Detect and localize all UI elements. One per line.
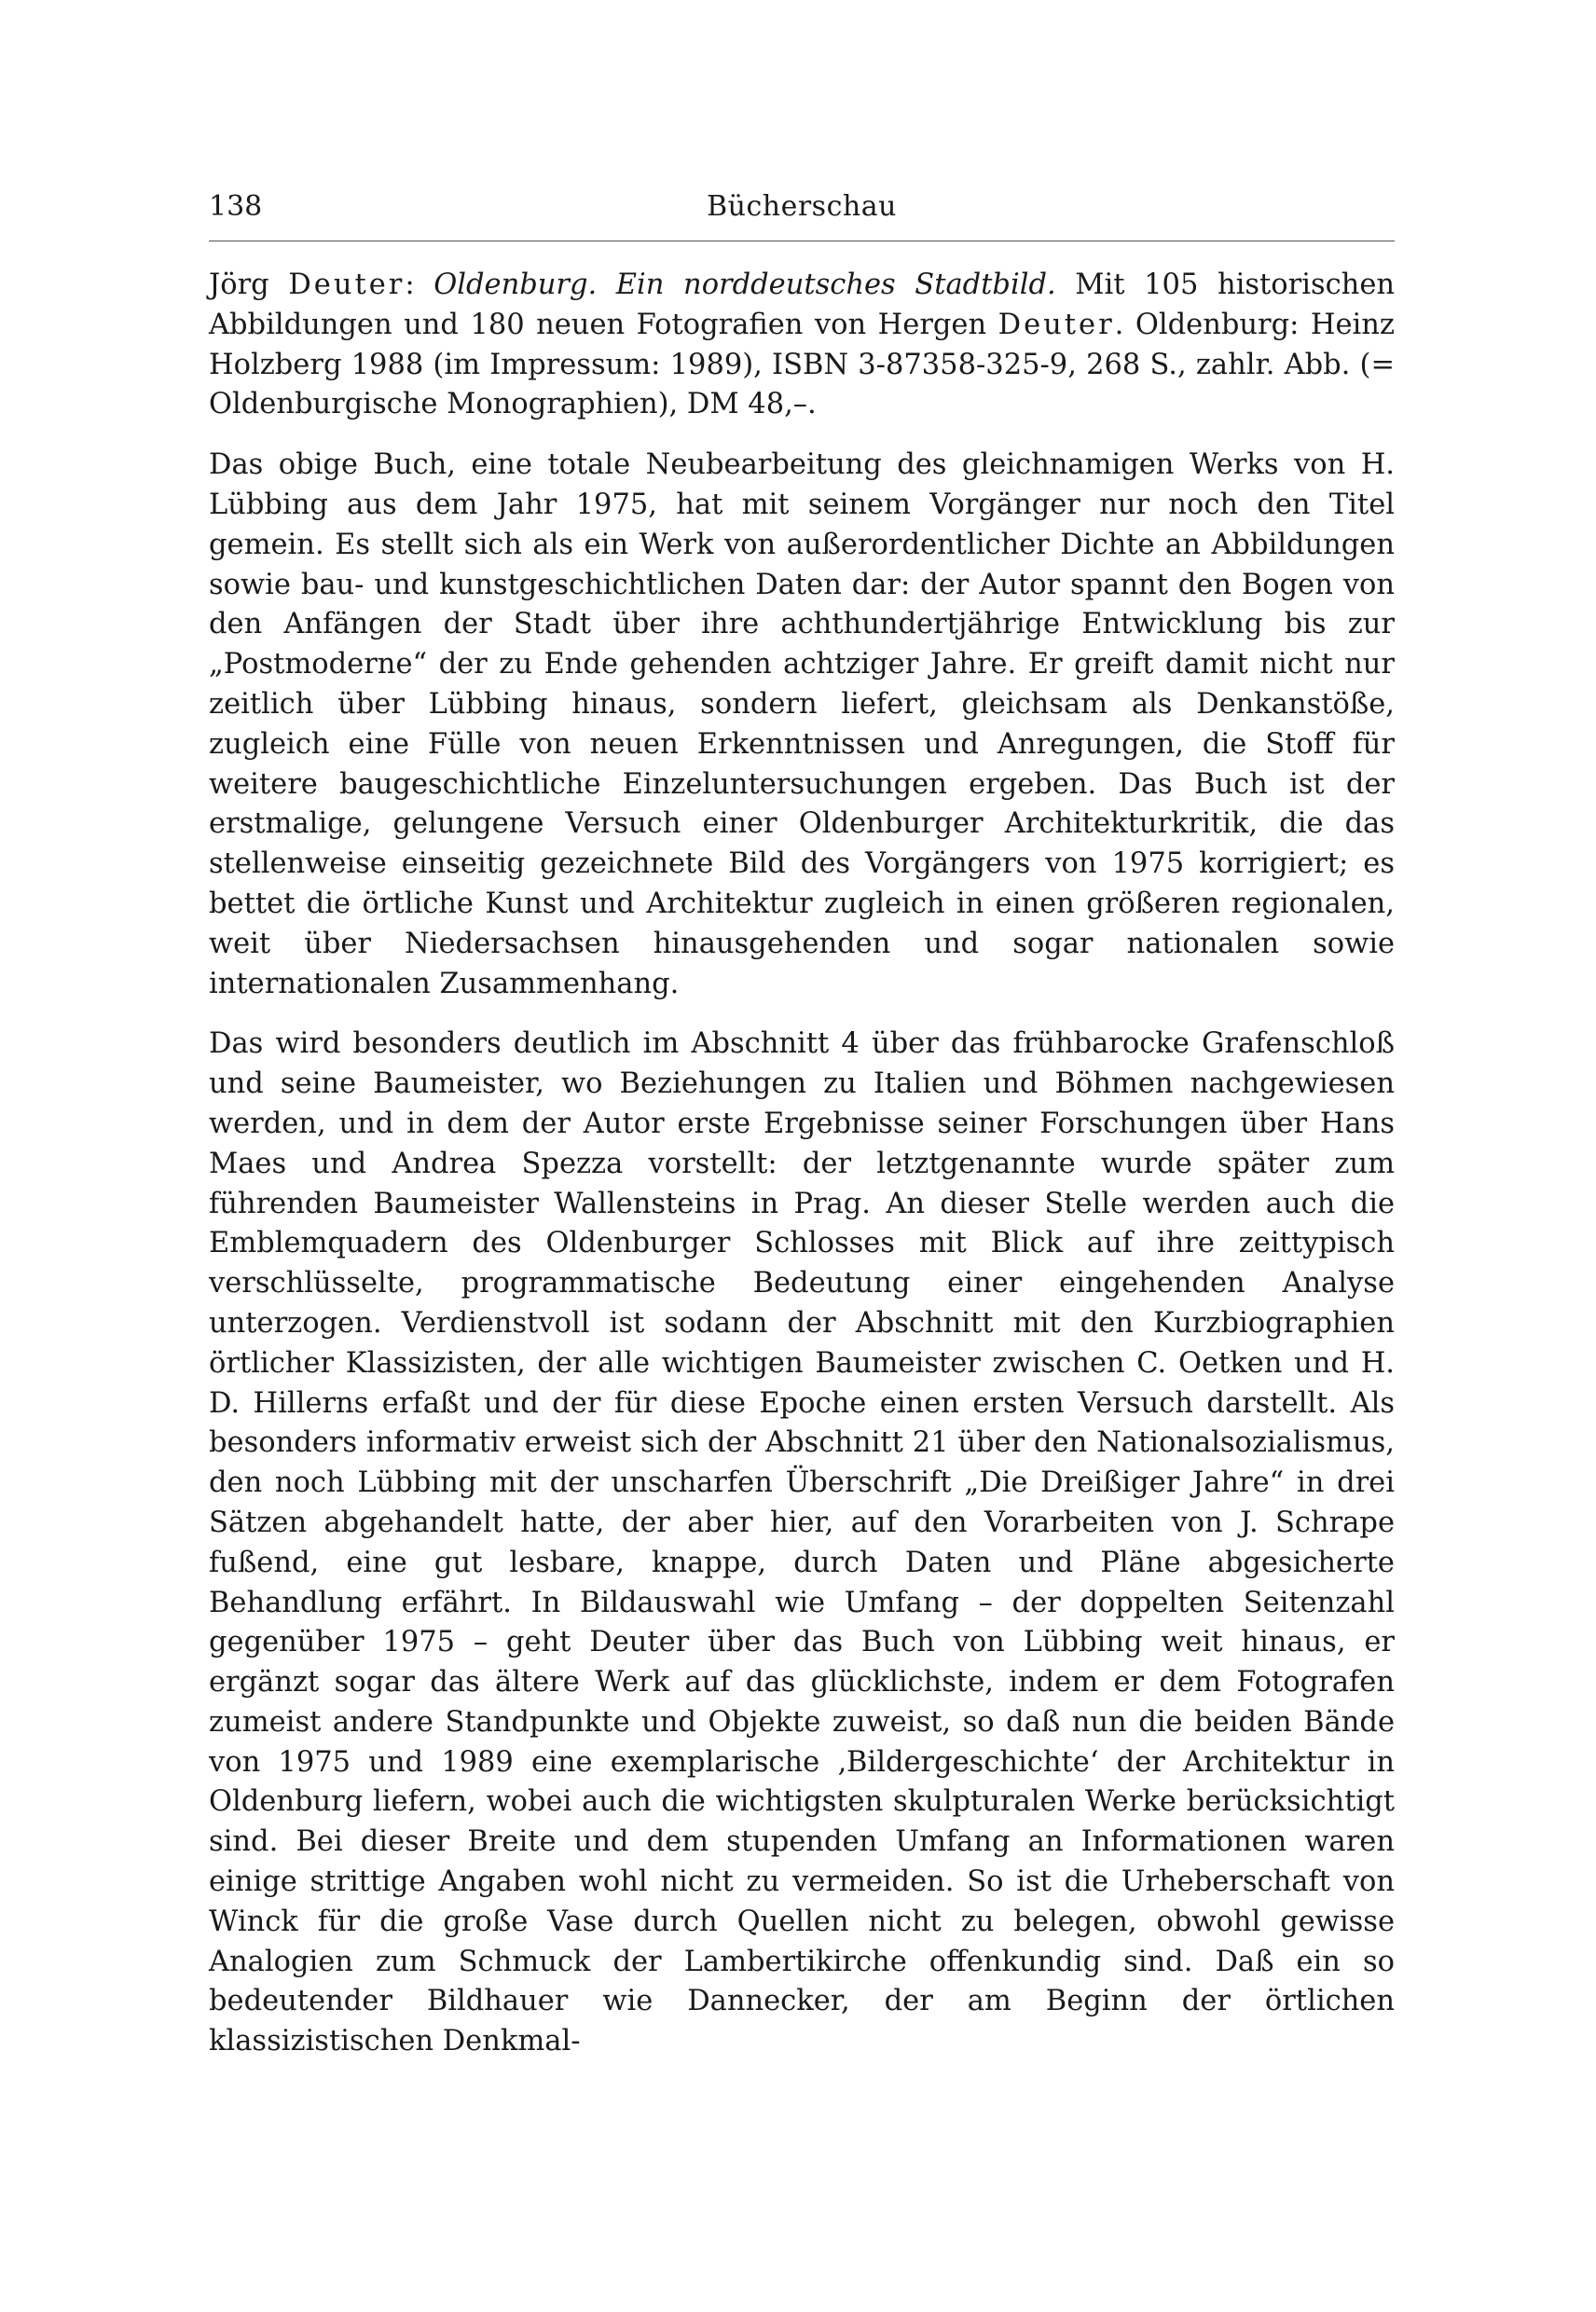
author-last-name: Deuter — [288, 268, 406, 301]
author-first-name: Jörg — [209, 268, 269, 301]
paragraph-1: Das obige Buch, eine totale Neubearbeitung des gleichnamigen Werks von H. Lübbing aus dem Jahr 1975, hat mit seinem Vorgänger nur noch den Titel gemein. Es stellt sich als ein Werk von außerordentlicher Dichte an Abbildungen sowie bau- und kunstgeschichtlichen Daten dar: der Autor spannt den Bogen von den Anfängen der Stadt über ihre achthundertjährige Entwicklung bis zur „Postmoderne“ der zu Ende gehenden achtziger Jahre. Er greift damit nicht nur zeitlich über Lübbing hinaus, sondern liefert, gleichsam als Denkanstöße, zugleich eine Fülle von neuen Erkenntnissen und Anregungen, die Stoff für weitere baugeschichtliche Einzeluntersuchungen ergeben. Das Buch ist der erstmalige, gelungene Versuch einer Oldenburger Architekturkritik, die das stellenweise einseitig gezeichnete Bild des Vorgängers von 1975 korrigiert; es bettet die örtliche Kunst und Architektur zugleich in einen größeren regionalen, weit über Niedersachsen hinausgehenden und sogar nationalen sowie internationalen Zusammenhang. — [209, 448, 1395, 1000]
running-title: Bücherschau — [707, 190, 897, 223]
running-head — [209, 186, 1395, 227]
paragraph-2: Das wird besonders deutlich im Abschnitt 4 über das frühbarocke Grafenschloß und seine Baumeister, wo Beziehungen zu Italien und Böhmen nachgewiesen werden, und in dem der Autor erste Ergebnisse seiner Forschungen über Hans Maes und Andrea Spezza vorstellt: der letztgenannte wurde später zum führenden Baumeister Wallensteins in Prag. An dieser Stelle werden auch die Emblemquadern des Oldenburger Schlosses mit Blick auf ihre zeittypisch verschlüsselte, programmatische Bedeutung einer eingehenden Analyse unterzogen. Verdienstvoll ist sodann der Abschnitt mit den Kurzbiographien örtlicher Klassizisten, der alle wichtigen Baumeister zwischen C. Oetken und H. D. Hillerns erfaßt und der für diese Epoche einen ersten Versuch darstellt. Als besonders informativ erweist sich der Abschnitt 21 über den Nationalsozialismus, den noch Lübbing mit der unscharfen Überschrift „Die Dreißiger Jahre“ in drei Sätzen abgehandelt hatte, der aber hier, auf den Vorarbeiten von J. Schrape fußend, eine gut lesbare, knappe, durch Daten und Pläne abgesicherte Behandlung erfährt. In Bildauswahl wie Umfang – der doppelten Seitenzahl gegenüber 1975 – geht Deuter über das Buch von Lübbing weit hinaus, er ergänzt sogar das ältere Werk auf das glücklichste, indem er dem Fotografen zumeist andere Standpunkte und Objekte zuweist, so daß nun die beiden Bände von 1975 und 1989 eine exemplarische ‚Bildergeschichte‘ der Architektur in Oldenburg liefern, wobei auch die wichtigsten skulpturalen Werke berücksichtigt sind. Bei dieser Breite und dem stupenden Umfang an Informationen waren einige strittige Angaben wohl nicht zu vermeiden. So ist die Urheberschaft von Winck für die große Vase durch Quellen nicht zu belegen, obwohl gewisse Analogien zum Schmuck der Lambertikirche offenkundig sind. Daß ein so bedeutender Bildhauer wie Dannecker, der am Beginn der örtlichen klassizistischen Denkmal- — [209, 1027, 1395, 2058]
book-title: Oldenburg. Ein norddeutsches Stadtbild. — [433, 268, 1056, 301]
citation-details-1: Mit 105 historischen Abbildungen und 180 neuen Fotografien von Hergen — [209, 268, 1396, 341]
page — [209, 186, 1395, 2062]
citation-colon: : — [405, 268, 415, 301]
citation-details-2: . Oldenburg: Heinz Holzberg 1988 (im Impressum: 1989), ISBN 3-87358-325-9, 268 S., zahlr. Abb. (= Oldenburgische Monographien), DM 48,–. — [209, 308, 1395, 421]
page-number: 138 — [209, 190, 263, 223]
book-citation — [209, 266, 1395, 425]
photographer-name: Deuter — [998, 308, 1115, 341]
